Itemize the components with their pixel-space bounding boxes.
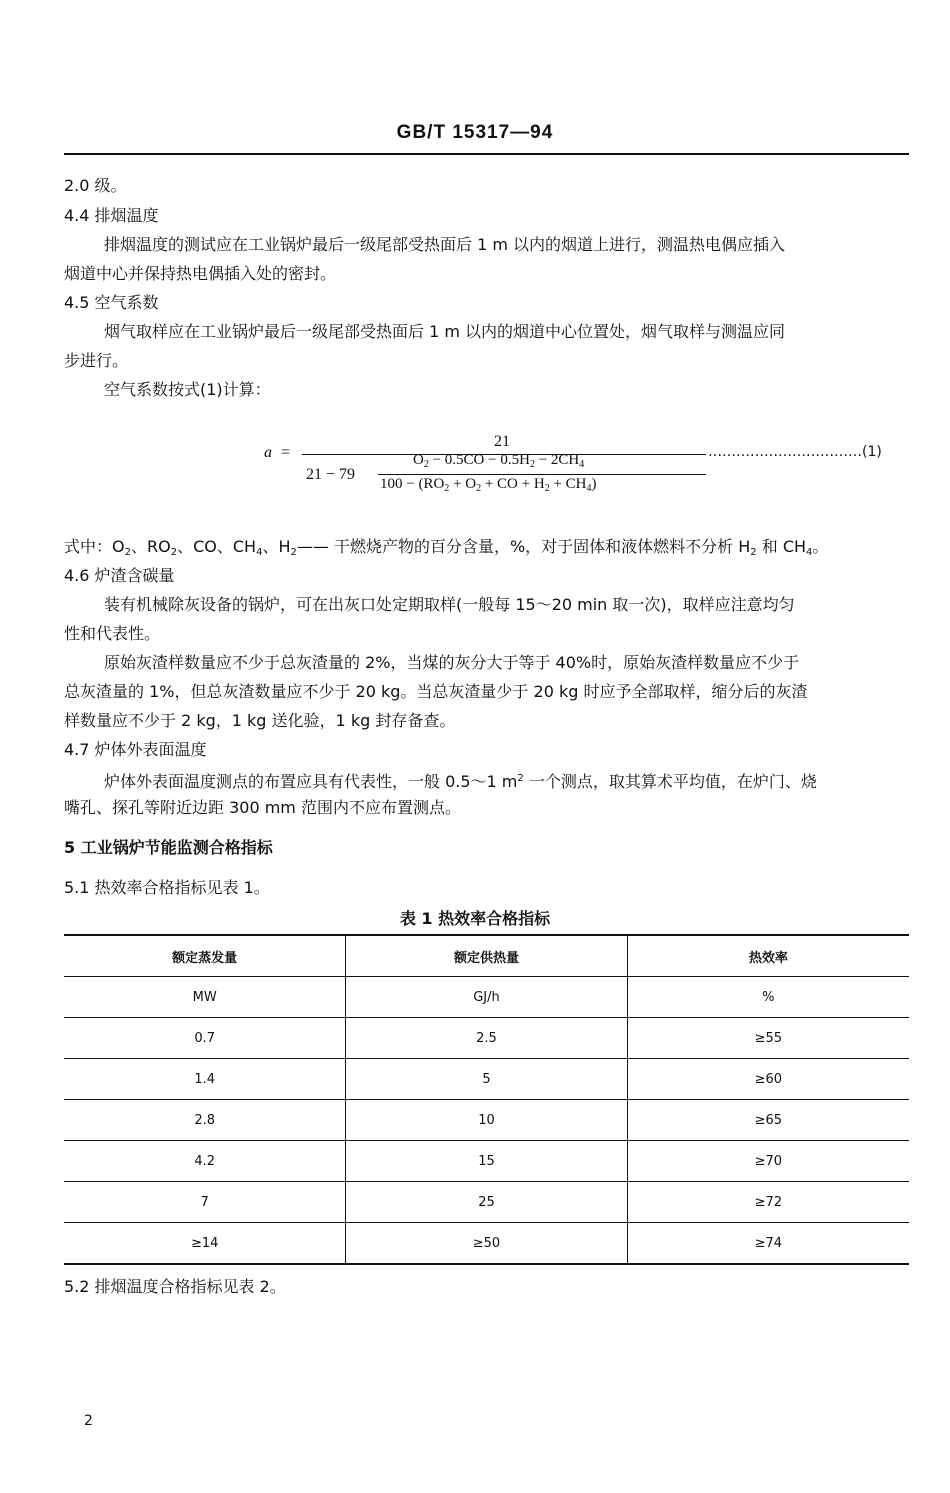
section-4-6-line-5: 样数量应不少于 2 kg，1 kg 送化验，1 kg 封存备查。 — [64, 711, 456, 730]
table-cell: ≥72 — [627, 1182, 909, 1223]
table-row — [64, 1059, 909, 1100]
table-cell: ≥70 — [627, 1141, 909, 1182]
section-4-4-line-2: 烟道中心并保持热电偶插入处的密封。 — [64, 264, 337, 283]
table-row — [64, 1100, 909, 1141]
table-cell: ≥60 — [627, 1059, 909, 1100]
table-cell: 10 — [346, 1100, 627, 1141]
table-1 — [64, 934, 909, 1265]
formula-inner-numerator: $O_2 - 0.5CO - 0.5H_2 - 2CH_4$ — [413, 452, 585, 470]
table-row — [64, 1141, 909, 1182]
section-5-title: 5 工业锅炉节能监测合格指标 — [64, 838, 273, 857]
table-header-row — [64, 935, 909, 977]
page-header: GB/T 15317—94 — [396, 122, 554, 143]
table-1-caption: 表 1 热效率合格指标 — [399, 909, 551, 928]
table-units-row — [64, 977, 909, 1018]
formula-numerator: 21 — [494, 433, 510, 450]
section-4-4-line-1: 排烟温度的测试应在工业锅炉最后一级尾部受热面后 1 m 以内的烟道上进行，测温热电偶应插入 — [104, 235, 786, 254]
section-5-2: 5.2 排烟温度合格指标见表 2。 — [64, 1277, 286, 1296]
table-row — [64, 1018, 909, 1059]
table-cell: 2.5 — [346, 1018, 627, 1059]
table-cell: ≥74 — [627, 1223, 909, 1265]
formula-lhs: a — [264, 444, 272, 461]
table-cell: 15 — [346, 1141, 627, 1182]
table-cell: ≥55 — [627, 1018, 909, 1059]
section-4-5-line-1: 烟气取样应在工业锅炉最后一级尾部受热面后 1 m 以内的烟道中心位置处，烟气取样与测温应同 — [104, 322, 786, 341]
section-4-6-title: 4.6 炉渣含碳量 — [64, 566, 175, 585]
formula-denom-prefix: 21 − 79 — [306, 466, 356, 483]
section-5-1: 5.1 热效率合格指标见表 1。 — [64, 878, 270, 897]
table-cell: MW — [64, 977, 346, 1018]
section-4-5-line-2: 步进行。 — [64, 351, 129, 370]
paragraph-top: 2.0 级。 — [64, 176, 127, 195]
formula-leader: ……………………………(1) — [708, 444, 882, 460]
table-cell: 7 — [64, 1182, 346, 1223]
formula-note: 式中：$O_2$、$RO_2$、CO、$CH_4$、$H_2——$ 干燃烧产物的百分含量，%，对于固体和液体燃料不分析 $H_2$ 和 $CH_4$。 — [64, 537, 829, 558]
table-cell: 1.4 — [64, 1059, 346, 1100]
table-cell: 5 — [346, 1059, 627, 1100]
section-4-6-line-2: 性和代表性。 — [64, 624, 161, 643]
section-4-5-line-3: 空气系数按式(1)计算： — [104, 380, 271, 399]
section-4-6-line-1: 装有机械除灰设备的锅炉，可在出灰口处定期取样(一般每 15～20 min 取一次)，取样应注意均匀 — [104, 595, 795, 614]
formula-inner-denominator: $100 - (RO_2 + O_2$ + CO + $H_2 + CH_4$) — [380, 476, 597, 494]
section-4-7-title: 4.7 炉体外表面温度 — [64, 740, 207, 759]
table-cell: GJ/h — [346, 977, 627, 1018]
section-4-7-line-2: 嘴孔、探孔等附近边距 300 mm 范围内不应布置测点。 — [64, 798, 461, 817]
table-cell: 4.2 — [64, 1141, 346, 1182]
table-cell: ≥50 — [346, 1223, 627, 1265]
table-header-cell: 热效率 — [627, 935, 909, 977]
page-number: 2 — [84, 1413, 93, 1429]
table-header-cell: 额定供热量 — [346, 935, 627, 977]
section-4-4-title: 4.4 排烟温度 — [64, 206, 159, 225]
table-cell: 0.7 — [64, 1018, 346, 1059]
section-4-6-line-3: 原始灰渣样数量应不少于总灰渣量的 2%，当煤的灰分大于等于 40%时，原始灰渣样数量应不少于 — [104, 653, 800, 672]
table-cell: % — [627, 977, 909, 1018]
section-4-5-title: 4.5 空气系数 — [64, 293, 159, 312]
section-4-6-line-4: 总灰渣量的 1%，但总灰渣数量应不少于 20 kg。当总灰渣量少于 20 kg 时应予全部取样，缩分后的灰渣 — [64, 682, 808, 701]
table-cell: 2.8 — [64, 1100, 346, 1141]
formula-equals: = — [281, 444, 291, 461]
table-header-cell: 额定蒸发量 — [64, 935, 346, 977]
section-4-7-line-1: 炉体外表面温度测点的布置应具有代表性，一般 0.5～1 $m^2$ 一个测点，取其算术平均值，在炉门、烧 — [104, 772, 817, 791]
formula-inner-bar — [378, 474, 706, 475]
table-row — [64, 1182, 909, 1223]
table-cell: ≥14 — [64, 1223, 346, 1265]
table-cell: 25 — [346, 1182, 627, 1223]
header-rule — [64, 153, 909, 155]
table-cell: ≥65 — [627, 1100, 909, 1141]
table-row — [64, 1223, 909, 1265]
